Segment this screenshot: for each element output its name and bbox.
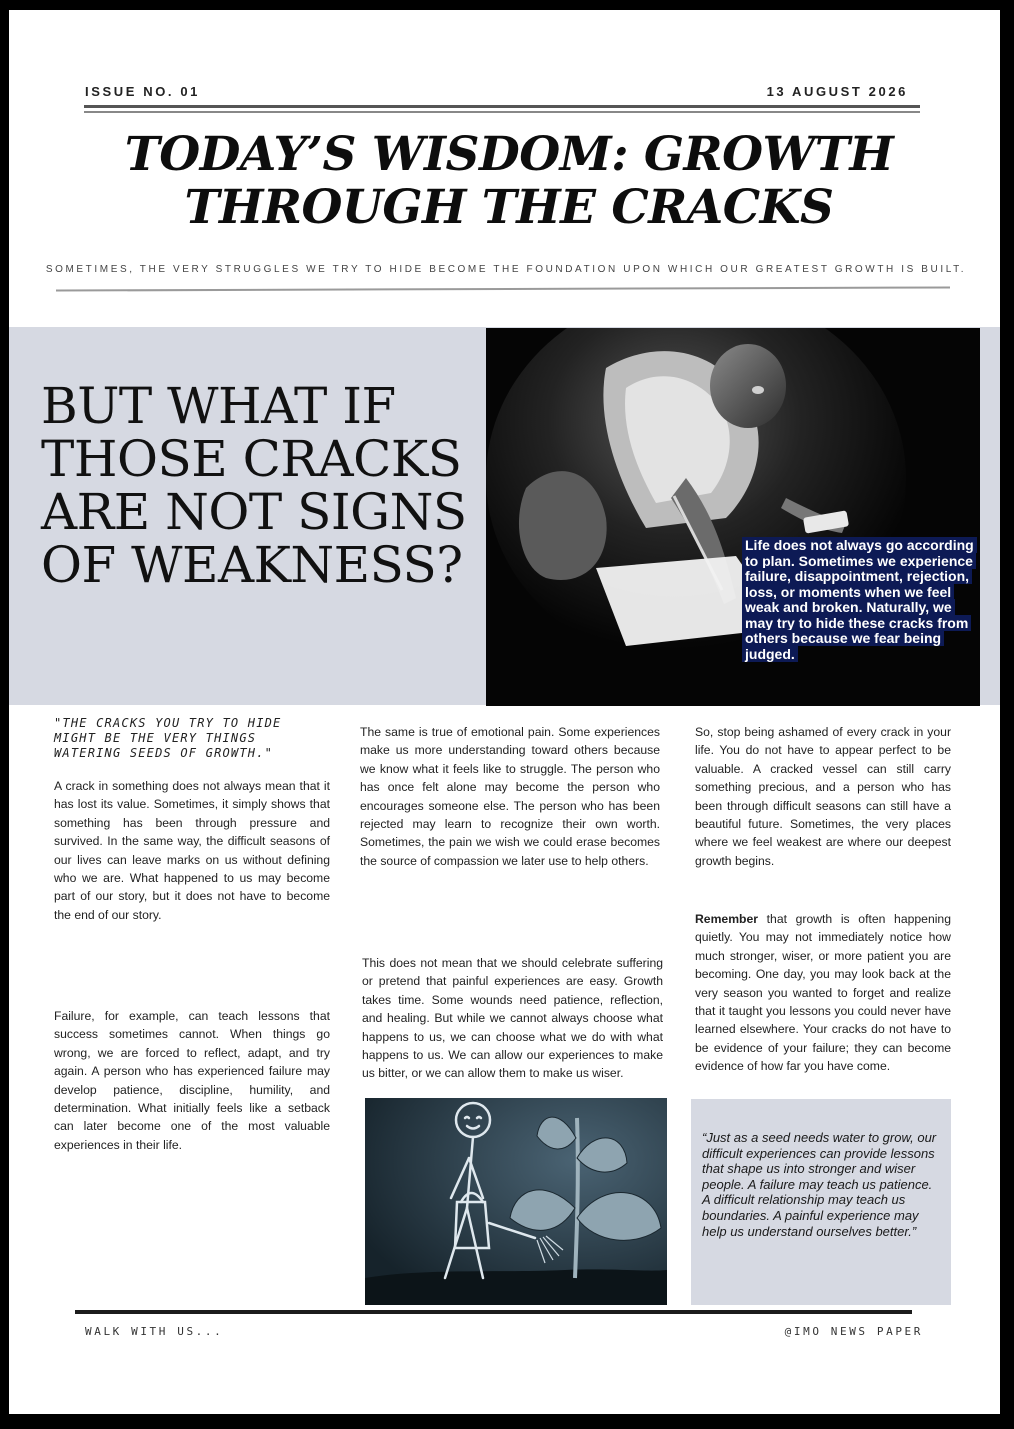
column3-paragraph2 bbox=[695, 910, 951, 1076]
footer-rule bbox=[75, 1310, 912, 1314]
header-rule-top bbox=[84, 105, 920, 108]
remember-lead-word: Remember bbox=[695, 912, 758, 926]
footer-tagline: WALK WITH US... bbox=[85, 1325, 224, 1338]
column2-paragraph1: The same is true of emotional pain. Some experiences make us more understanding toward others because we know what it feels like to struggle. The person who has once felt alone may become the person who encourages someone else. The person who has been rejected may learn to recognize their own worth. Sometimes, the pain we wish we could erase becomes the source of compassion we later use to help others. bbox=[360, 725, 660, 868]
page-headline: TODAY’S WISDOM: GROWTH THROUGH THE CRACKS bbox=[124, 127, 894, 235]
footer-handle: @IMO NEWS PAPER bbox=[784, 1325, 923, 1338]
column3-paragraph1: So, stop being ashamed of every crack in your life. You do not have to appear perfect to be valuable. A cracked vessel can still carry something precious, and a person who has been through difficult seasons can still have a beautiful future. Sometimes, the very places where we feel weakest are where our deepest growth begins. bbox=[695, 725, 951, 868]
plant-watering-illustration bbox=[365, 1098, 667, 1305]
column2-paragraph2: This does not mean that we should celebrate suffering or pretend that painful experiences are easy. Growth takes time. Some wounds need patience, reflection, and healing. But while we cannot always choose what happens to us, we can choose what we do with what happens to us. We can allow our experiences to make us bitter, or we can allow them to make us wiser. bbox=[362, 956, 663, 1081]
hero-photo-caption bbox=[742, 538, 974, 662]
quote-box-text: “Just as a seed needs water to grow, our difficult experiences can provide lessons that shape us into stronger and wiser people. A failure may teach us patience. A difficult relationship may teach us boundaries. A painful experience may help us understand ourselves better.” bbox=[702, 1130, 937, 1239]
subheadline: SOMETIMES, THE VERY STRUGGLES WE TRY TO HIDE BECOME THE FOUNDATION UPON WHICH OUR GREATEST GROWTH IS BUILT. bbox=[45, 264, 967, 275]
header-rule-bottom bbox=[84, 111, 920, 113]
column1-paragraph2: Failure, for example, can teach lessons that success sometimes cannot. When things go wrong, we are forced to reflect, adapt, and try again. A person who has experienced failure may develop patience, discipline, humility, and determination. What initially feels like a setback can later become one of the most valuable experiences in their life. bbox=[54, 1009, 330, 1152]
column3-paragraph2-text: that growth is often happening quietly. You may not immediately notice how much stronger, wiser, or more patient you are becoming. One day, you may look back at the very season you wanted to forget and realize that it taught you lessons you could never have learned elsewhere. Your cracks do not have to be evidence of your failure; they can become evidence of how far you have come. bbox=[695, 912, 951, 1074]
issue-date: 13 AUGUST 2026 bbox=[766, 84, 908, 99]
stick-figure-watering-plant-illustration bbox=[365, 1098, 667, 1305]
hero-photo-caption-text: Life does not always go according to plan. Sometimes we experience failure, disappointment, rejection, loss, or moments when we feel weak and broken. Naturally, we may try to hide these cracks from others because we fear being judged. bbox=[742, 537, 977, 662]
issue-number: ISSUE NO. 01 bbox=[85, 84, 201, 99]
column1-paragraph1: A crack in something does not always mean that it has lost its value. Sometimes, it simply shows that something has been through pressure and survived. In the same way, the difficult seasons of our lives can leave marks on us without defining who we are. What happened to us may become part of our story, but it does not have to become the end of our story. bbox=[54, 779, 330, 922]
hero-title: BUT WHAT IF THOSE CRACKS ARE NOT SIGNS OF WEAKNESS? bbox=[41, 377, 467, 594]
subheadline-rule bbox=[56, 286, 950, 291]
pull-quote: "THE CRACKS YOU TRY TO HIDE MIGHT BE THE VERY THINGS WATERING SEEDS OF GROWTH." bbox=[54, 716, 282, 760]
newspaper-page bbox=[9, 10, 1000, 1414]
